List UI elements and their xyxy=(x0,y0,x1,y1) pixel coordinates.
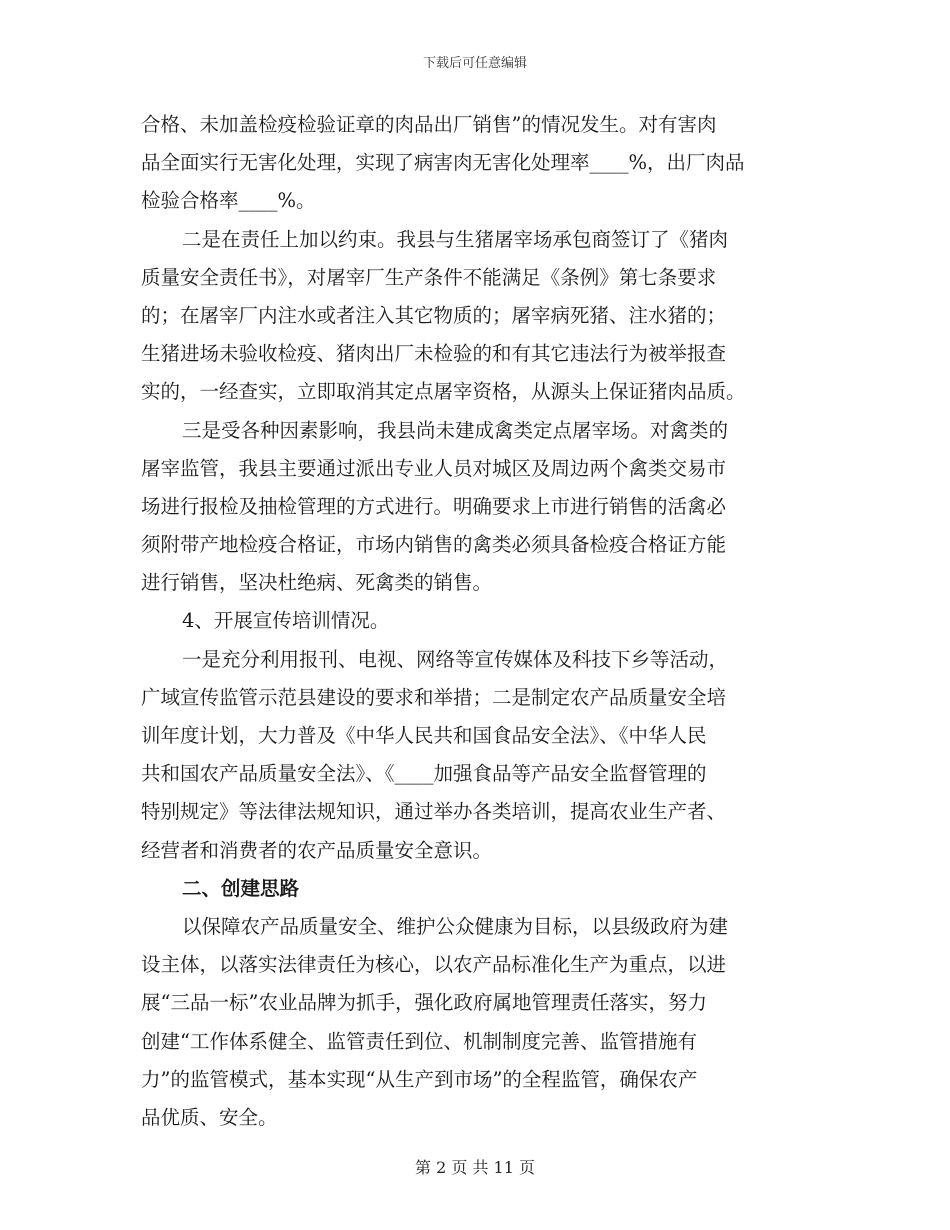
text-line: 须附带产地检疫合格证，市场内销售的禽类必须具备检疫合格证方能 xyxy=(141,533,727,557)
text-line: 以保障农产品质量安全、维护公众健康为目标，以县级政府为建 xyxy=(182,914,729,938)
section-heading: 二、创建思路 xyxy=(182,876,300,900)
page-header: 下载后可任意编辑 xyxy=(422,56,527,71)
text-line: 的；在屠宰厂内注水或者注入其它物质的；屠宰病死猪、注水猪的； xyxy=(141,303,727,327)
text-line: 4、开展宣传培训情况。 xyxy=(182,609,390,633)
text-line: 共和国农产品质量安全法》、《____加强食品等产品安全监督管理的 xyxy=(141,762,707,786)
text-line: 三是受各种因素影响，我县尚未建成禽类定点屠宰场。对禽类的 xyxy=(182,418,729,442)
text-line: 品优质、安全。 xyxy=(141,1105,278,1129)
text-line: 二是在责任上加以约束。我县与生猪屠宰场承包商签订了《猪肉 xyxy=(182,227,729,251)
text-line: 展“三品一标”农业品牌为抓手，强化政府属地管理责任落实，努力 xyxy=(141,991,707,1015)
text-line: 训年度计划，大力普及《中华人民共和国食品安全法》、《中华人民 xyxy=(141,724,707,747)
text-line: 场进行报检及抽检管理的方式进行。明确要求上市进行销售的活禽必 xyxy=(141,494,727,518)
text-line: 特别规定》等法律法规知识，通过举办各类培训，提高农业生产者、 xyxy=(141,800,727,824)
text-line: 生猪进场未验收检疫、猪肉出厂未检验的和有其它违法行为被举报查 xyxy=(141,342,727,366)
text-line: 质量安全责任书》，对屠宰厂生产条件不能满足《条例》第七条要求 xyxy=(141,265,717,289)
text-line: 设主体，以落实法律责任为核心，以农产品标准化生产为重点，以进 xyxy=(141,953,727,977)
text-line: 合格、未加盖检疫检验证章的肉品出厂销售”的情况发生。对有害肉 xyxy=(141,113,717,136)
text-line: 创建“工作体系健全、监管责任到位、机制制度完善、监管措施有 xyxy=(141,1029,697,1053)
text-line: 经营者和消费者的农产品质量安全意识。 xyxy=(141,838,493,862)
page-footer: 第 2 页 共 11 页 xyxy=(415,1158,535,1177)
text-line: 广域宣传监管示范县建设的要求和举措；二是制定农产品质量安全培 xyxy=(141,685,727,709)
text-line: 力”的监管模式，基本实现“从生产到市场”的全程监管，确保农产 xyxy=(141,1067,698,1091)
text-line: 检验合格率____%。 xyxy=(141,189,316,213)
text-line: 进行销售，坚决杜绝病、死禽类的销售。 xyxy=(141,571,493,595)
text-line: 屠宰监管，我县主要通过派出专业人员对城区及周边两个禽类交易市 xyxy=(141,456,727,480)
text-line: 品全面实行无害化处理，实现了病害肉无害化处理率____%，出厂肉品 xyxy=(141,151,745,175)
text-line: 实的，一经查实，立即取消其定点屠宰资格，从源头上保证猪肉品质。 xyxy=(141,380,746,404)
document-body xyxy=(141,106,813,1137)
text-line: 一是充分利用报刊、电视、网络等宣传媒体及科技下乡等活动， xyxy=(182,647,729,671)
